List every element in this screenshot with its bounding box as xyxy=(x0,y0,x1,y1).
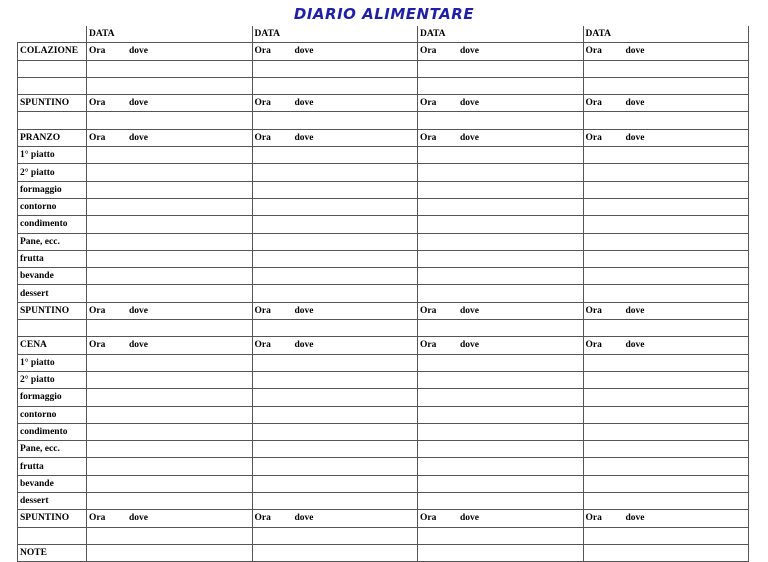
entry-cell[interactable] xyxy=(87,320,253,337)
entry-cell[interactable] xyxy=(418,493,584,510)
row-label: dessert xyxy=(18,493,87,510)
table-row xyxy=(18,406,749,423)
time-place-cell[interactable] xyxy=(87,95,253,112)
table-row xyxy=(18,129,749,146)
time-place-cell[interactable] xyxy=(252,43,418,60)
table-row xyxy=(18,250,749,267)
time-place-cell[interactable] xyxy=(418,95,584,112)
row-label: SPUNTINO xyxy=(18,302,87,319)
entry-cell[interactable] xyxy=(583,389,749,406)
entry-cell[interactable] xyxy=(87,493,253,510)
entry-cell[interactable] xyxy=(583,371,749,388)
entry-cell[interactable] xyxy=(418,527,584,544)
entry-cell[interactable] xyxy=(87,233,253,250)
entry-cell[interactable] xyxy=(583,233,749,250)
entry-cell[interactable] xyxy=(252,527,418,544)
entry-cell[interactable] xyxy=(583,181,749,198)
ora-label: Ora xyxy=(585,132,602,143)
entry-cell[interactable] xyxy=(583,493,749,510)
dove-label: dove xyxy=(294,340,314,351)
date-header: DATA xyxy=(583,26,749,43)
entry-cell[interactable] xyxy=(418,112,584,129)
entry-cell[interactable] xyxy=(252,320,418,337)
table-row xyxy=(18,320,749,337)
entry-cell[interactable] xyxy=(87,250,253,267)
table-row xyxy=(18,371,749,388)
table-row xyxy=(18,268,749,285)
entry-cell[interactable] xyxy=(252,112,418,129)
table-row xyxy=(18,181,749,198)
entry-cell[interactable] xyxy=(87,371,253,388)
row-label: Pane, ecc. xyxy=(18,441,87,458)
table-row xyxy=(18,510,749,527)
entry-cell[interactable] xyxy=(418,268,584,285)
row-label: NOTE xyxy=(18,544,87,561)
row-label: condimento xyxy=(18,423,87,440)
row-label: condimento xyxy=(18,216,87,233)
row-label: bevande xyxy=(18,475,87,492)
table-row xyxy=(18,60,749,77)
table-row xyxy=(18,43,749,60)
entry-cell[interactable] xyxy=(418,60,584,77)
entry-cell[interactable] xyxy=(418,441,584,458)
dove-label: dove xyxy=(625,513,645,524)
entry-cell[interactable] xyxy=(418,181,584,198)
dove-label: dove xyxy=(294,513,314,524)
entry-cell[interactable] xyxy=(583,250,749,267)
row-label: contorno xyxy=(18,198,87,215)
time-place-cell[interactable] xyxy=(252,510,418,527)
ora-label: Ora xyxy=(585,46,602,57)
ora-label: Ora xyxy=(585,513,602,524)
dove-label: dove xyxy=(294,98,314,109)
table-row xyxy=(18,527,749,544)
dove-label: dove xyxy=(625,132,645,143)
entry-cell[interactable] xyxy=(252,164,418,181)
dove-label: dove xyxy=(294,132,314,143)
dove-label: dove xyxy=(460,46,479,57)
time-place-cell[interactable] xyxy=(418,337,584,354)
table-row xyxy=(18,77,749,94)
entry-cell[interactable] xyxy=(583,60,749,77)
entry-cell[interactable] xyxy=(252,423,418,440)
entry-cell[interactable] xyxy=(252,250,418,267)
table-row xyxy=(18,458,749,475)
ora-label: Ora xyxy=(254,305,271,316)
entry-cell[interactable] xyxy=(418,423,584,440)
row-label: 2° piatto xyxy=(18,371,87,388)
entry-cell[interactable] xyxy=(583,268,749,285)
entry-cell[interactable] xyxy=(252,198,418,215)
dove-label: dove xyxy=(625,305,645,316)
time-place-cell[interactable] xyxy=(583,337,749,354)
entry-cell[interactable] xyxy=(583,423,749,440)
entry-cell[interactable] xyxy=(583,198,749,215)
dove-label: dove xyxy=(460,305,479,316)
corner-cell xyxy=(18,26,87,43)
ora-label: Ora xyxy=(89,98,106,109)
ora-label: Ora xyxy=(89,46,106,57)
row-label xyxy=(18,527,87,544)
entry-cell[interactable] xyxy=(252,544,418,561)
entry-cell[interactable] xyxy=(87,544,253,561)
ora-label: Ora xyxy=(89,305,106,316)
entry-cell[interactable] xyxy=(252,216,418,233)
row-label: PRANZO xyxy=(18,129,87,146)
entry-cell[interactable] xyxy=(87,147,253,164)
row-label: 1° piatto xyxy=(18,147,87,164)
row-label: COLAZIONE xyxy=(18,43,87,60)
entry-cell[interactable] xyxy=(418,354,584,371)
entry-cell[interactable] xyxy=(583,285,749,302)
row-label: 1° piatto xyxy=(18,354,87,371)
entry-cell[interactable] xyxy=(418,285,584,302)
table-row xyxy=(18,198,749,215)
entry-cell[interactable] xyxy=(583,216,749,233)
table-row xyxy=(18,95,749,112)
time-place-cell[interactable] xyxy=(583,302,749,319)
ora-label: Ora xyxy=(420,98,437,109)
row-label xyxy=(18,60,87,77)
entry-cell[interactable] xyxy=(252,268,418,285)
entry-cell[interactable] xyxy=(252,147,418,164)
ora-label: Ora xyxy=(585,98,602,109)
time-place-cell[interactable] xyxy=(252,302,418,319)
date-header: DATA xyxy=(87,26,253,43)
entry-cell[interactable] xyxy=(87,285,253,302)
ora-label: Ora xyxy=(420,340,437,351)
entry-cell[interactable] xyxy=(418,406,584,423)
entry-cell[interactable] xyxy=(583,77,749,94)
date-header: DATA xyxy=(252,26,418,43)
row-label: SPUNTINO xyxy=(18,95,87,112)
time-place-cell[interactable] xyxy=(418,43,584,60)
ora-label: Ora xyxy=(585,305,602,316)
dove-label: dove xyxy=(294,46,314,57)
row-label: 2° piatto xyxy=(18,164,87,181)
row-label: formaggio xyxy=(18,389,87,406)
ora-label: Ora xyxy=(89,132,106,143)
entry-cell[interactable] xyxy=(87,181,253,198)
row-label: formaggio xyxy=(18,181,87,198)
row-label: SPUNTINO xyxy=(18,510,87,527)
dove-label: dove xyxy=(460,340,479,351)
entry-cell[interactable] xyxy=(583,320,749,337)
entry-cell[interactable] xyxy=(583,147,749,164)
entry-cell[interactable] xyxy=(418,458,584,475)
ora-label: Ora xyxy=(420,513,437,524)
entry-cell[interactable] xyxy=(583,475,749,492)
table-row xyxy=(18,147,749,164)
table-row xyxy=(18,423,749,440)
row-label: Pane, ecc. xyxy=(18,233,87,250)
time-place-cell[interactable] xyxy=(87,510,253,527)
time-place-cell[interactable] xyxy=(87,302,253,319)
page-title: DIARIO ALIMENTARE xyxy=(293,5,475,23)
entry-cell[interactable] xyxy=(87,354,253,371)
time-place-cell[interactable] xyxy=(583,510,749,527)
ora-label: Ora xyxy=(254,132,271,143)
entry-cell[interactable] xyxy=(583,112,749,129)
entry-cell[interactable] xyxy=(418,164,584,181)
entry-cell[interactable] xyxy=(418,320,584,337)
time-place-cell[interactable] xyxy=(87,337,253,354)
dove-label: dove xyxy=(129,513,148,524)
ora-label: Ora xyxy=(89,340,106,351)
time-place-cell[interactable] xyxy=(418,302,584,319)
entry-cell[interactable] xyxy=(87,216,253,233)
entry-cell[interactable] xyxy=(252,285,418,302)
entry-cell[interactable] xyxy=(252,441,418,458)
entry-cell[interactable] xyxy=(418,147,584,164)
dove-label: dove xyxy=(129,98,148,109)
row-label: bevande xyxy=(18,268,87,285)
food-diary-table xyxy=(17,26,749,562)
entry-cell[interactable] xyxy=(87,164,253,181)
table-row xyxy=(18,354,749,371)
row-label xyxy=(18,112,87,129)
entry-cell[interactable] xyxy=(87,423,253,440)
entry-cell[interactable] xyxy=(418,233,584,250)
entry-cell[interactable] xyxy=(583,354,749,371)
dove-label: dove xyxy=(460,513,479,524)
ora-label: Ora xyxy=(585,340,602,351)
entry-cell[interactable] xyxy=(252,233,418,250)
entry-cell[interactable] xyxy=(252,371,418,388)
row-label xyxy=(18,320,87,337)
time-place-cell[interactable] xyxy=(418,510,584,527)
entry-cell[interactable] xyxy=(252,406,418,423)
entry-cell[interactable] xyxy=(87,77,253,94)
dove-label: dove xyxy=(129,340,148,351)
entry-cell[interactable] xyxy=(252,354,418,371)
table-row xyxy=(18,544,749,561)
entry-cell[interactable] xyxy=(252,493,418,510)
dove-label: dove xyxy=(625,340,645,351)
dove-label: dove xyxy=(129,132,148,143)
entry-cell[interactable] xyxy=(583,458,749,475)
table-row xyxy=(18,112,749,129)
entry-cell[interactable] xyxy=(87,389,253,406)
row-label: dessert xyxy=(18,285,87,302)
time-place-cell[interactable] xyxy=(583,129,749,146)
time-place-cell[interactable] xyxy=(418,129,584,146)
row-label: contorno xyxy=(18,406,87,423)
dove-label: dove xyxy=(625,98,645,109)
ora-label: Ora xyxy=(254,46,271,57)
row-label: frutta xyxy=(18,458,87,475)
time-place-cell[interactable] xyxy=(583,43,749,60)
table-row xyxy=(18,475,749,492)
entry-cell[interactable] xyxy=(252,181,418,198)
entry-cell[interactable] xyxy=(418,475,584,492)
table-row xyxy=(18,389,749,406)
table-row xyxy=(18,285,749,302)
row-label: CENA xyxy=(18,337,87,354)
date-header: DATA xyxy=(418,26,584,43)
entry-cell[interactable] xyxy=(252,475,418,492)
entry-cell[interactable] xyxy=(583,527,749,544)
dove-label: dove xyxy=(460,132,479,143)
dove-label: dove xyxy=(129,305,148,316)
entry-cell[interactable] xyxy=(252,77,418,94)
ora-label: Ora xyxy=(420,305,437,316)
row-label: frutta xyxy=(18,250,87,267)
entry-cell[interactable] xyxy=(87,60,253,77)
entry-cell[interactable] xyxy=(583,164,749,181)
time-place-cell[interactable] xyxy=(583,95,749,112)
entry-cell[interactable] xyxy=(583,441,749,458)
dove-label: dove xyxy=(625,46,645,57)
time-place-cell[interactable] xyxy=(87,43,253,60)
dove-label: dove xyxy=(294,305,314,316)
entry-cell[interactable] xyxy=(583,406,749,423)
time-place-cell[interactable] xyxy=(87,129,253,146)
table-row xyxy=(18,216,749,233)
entry-cell[interactable] xyxy=(252,458,418,475)
table-row xyxy=(18,493,749,510)
entry-cell[interactable] xyxy=(252,389,418,406)
header-row xyxy=(18,26,749,43)
time-place-cell[interactable] xyxy=(252,95,418,112)
entry-cell[interactable] xyxy=(87,406,253,423)
entry-cell[interactable] xyxy=(418,544,584,561)
ora-label: Ora xyxy=(89,513,106,524)
entry-cell[interactable] xyxy=(87,112,253,129)
table-row xyxy=(18,233,749,250)
ora-label: Ora xyxy=(420,46,437,57)
entry-cell[interactable] xyxy=(87,198,253,215)
ora-label: Ora xyxy=(420,132,437,143)
entry-cell[interactable] xyxy=(583,544,749,561)
ora-label: Ora xyxy=(254,513,271,524)
entry-cell[interactable] xyxy=(418,250,584,267)
dove-label: dove xyxy=(129,46,148,57)
entry-cell[interactable] xyxy=(252,60,418,77)
entry-cell[interactable] xyxy=(418,77,584,94)
table-row xyxy=(18,441,749,458)
entry-cell[interactable] xyxy=(418,389,584,406)
entry-cell[interactable] xyxy=(87,441,253,458)
table-row xyxy=(18,337,749,354)
entry-cell[interactable] xyxy=(87,527,253,544)
table-row xyxy=(18,302,749,319)
time-place-cell[interactable] xyxy=(252,129,418,146)
dove-label: dove xyxy=(460,98,479,109)
table-row xyxy=(18,164,749,181)
time-place-cell[interactable] xyxy=(252,337,418,354)
entry-cell[interactable] xyxy=(418,216,584,233)
entry-cell[interactable] xyxy=(87,268,253,285)
ora-label: Ora xyxy=(254,98,271,109)
entry-cell[interactable] xyxy=(87,475,253,492)
ora-label: Ora xyxy=(254,340,271,351)
entry-cell[interactable] xyxy=(87,458,253,475)
row-label xyxy=(18,77,87,94)
entry-cell[interactable] xyxy=(418,371,584,388)
entry-cell[interactable] xyxy=(418,198,584,215)
